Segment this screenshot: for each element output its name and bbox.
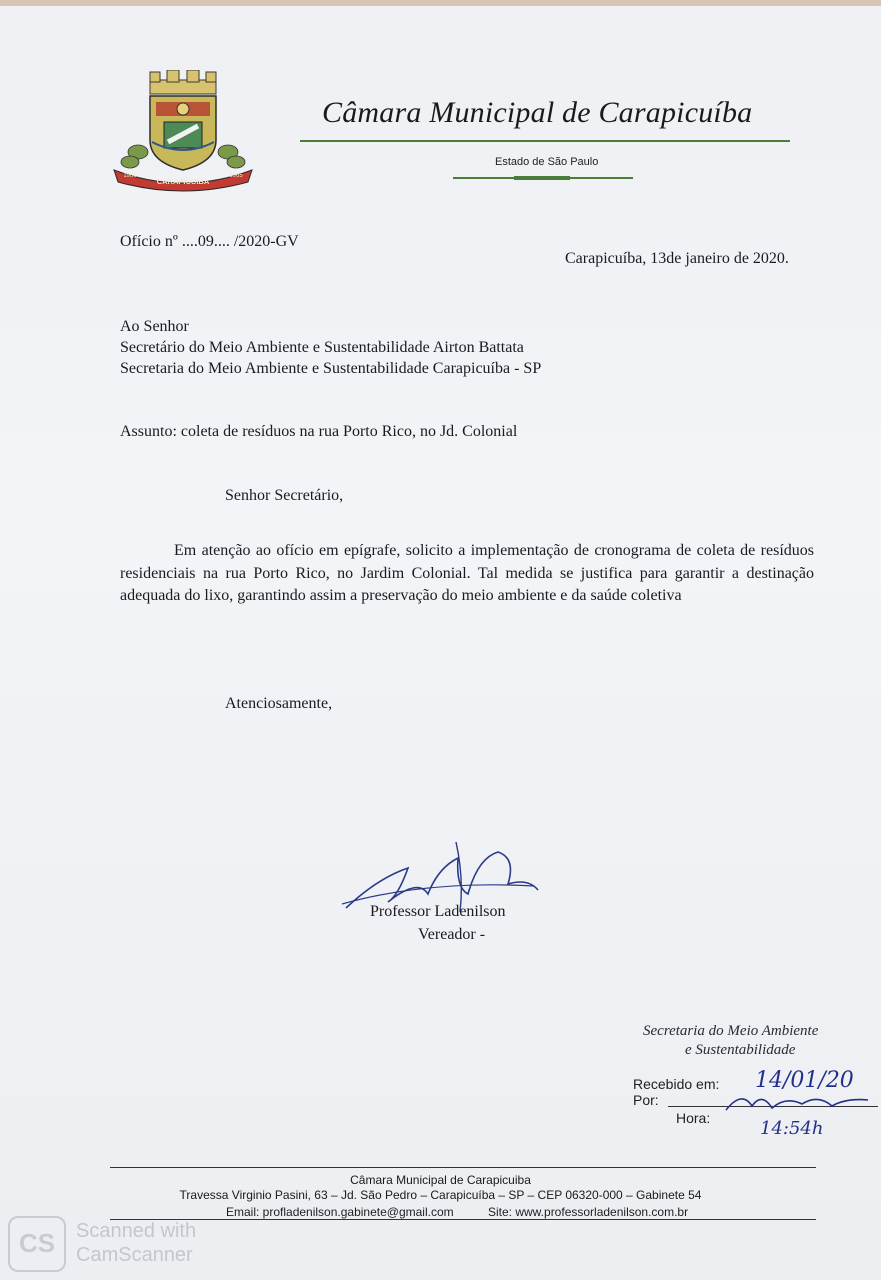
letter-date: Carapicuíba, 13de janeiro de 2020. [565, 250, 789, 267]
letter-body: Em atenção ao ofício em epígrafe, solicito a implementação de cronograma de coleta de resíduos residenciais na rua Porto Rico, no Jardim Colonial. Tal medida se justifica para garantir a destinação adequada do lixo, garantindo assim a preservação do meio ambiente e da saúde coletiva [120, 542, 814, 604]
stamp-by-signature [722, 1086, 872, 1116]
crest-year-left: 1965 [123, 173, 137, 179]
footer-bottom-rule [110, 1219, 816, 1220]
signer-role: Vereador - [418, 926, 486, 943]
stamp-line-2: e Sustentabilidade [685, 1042, 796, 1058]
stamp-received-label: Recebido em: [633, 1076, 720, 1092]
footer-site: Site: www.professorladenilson.com.br [488, 1205, 689, 1219]
stamp-hour-label: Hora: [676, 1110, 711, 1126]
crest-crown [150, 70, 216, 94]
stamp-by-label: Por: [633, 1092, 659, 1108]
stamp-line-1: Secretaria do Meio Ambiente [643, 1023, 819, 1039]
stamp-received-value: 14/01/20 [755, 1068, 854, 1093]
crest-ribbon-text: CARAPICUIBA [156, 177, 210, 186]
page-title: Câmara Municipal de Carapicuíba [322, 96, 753, 129]
municipal-crest-icon [112, 70, 254, 196]
letter-closing: Atenciosamente, [225, 695, 333, 712]
footer-line-2: Travessa Virginio Pasini, 63 – Jd. São Pedro – Carapicuíba – SP – CEP 06320-000 – Gabinete 54 [179, 1188, 702, 1202]
footer-email: Email: profladenilson.gabinete@gmail.com [226, 1205, 454, 1219]
header-state: Estado de São Paulo [495, 156, 599, 168]
recipient-line-2: Secretário do Meio Ambiente e Sustentabilidade Airton Battata [120, 339, 524, 356]
watermark-line-1: Scanned with [76, 1220, 197, 1242]
letter-salutation: Senhor Secretário, [225, 487, 344, 504]
camscanner-logo-icon: CS [8, 1216, 66, 1272]
recipient-line-3: Secretaria do Meio Ambiente e Sustentabilidade Carapicuíba - SP [120, 360, 542, 377]
footer-line-1: Câmara Municipal de Carapicuiba [350, 1173, 531, 1187]
letter-subject: Assunto: coleta de resíduos na rua Porto Rico, no Jd. Colonial [120, 423, 518, 440]
crest-year-right: 1965 [229, 173, 243, 179]
state-rule-accent [514, 176, 570, 180]
footer-top-rule [110, 1167, 816, 1168]
header-rule [300, 140, 790, 142]
letter-reference: Ofício nº ....09.... /2020-GV [120, 233, 299, 250]
signer-name: Professor Ladenilson [370, 903, 506, 920]
watermark-line-2: CamScanner [76, 1244, 193, 1266]
recipient-line-1: Ao Senhor [120, 318, 189, 335]
stamp-hour-value: 14:54h [760, 1118, 824, 1139]
top-edge-band [0, 0, 881, 6]
